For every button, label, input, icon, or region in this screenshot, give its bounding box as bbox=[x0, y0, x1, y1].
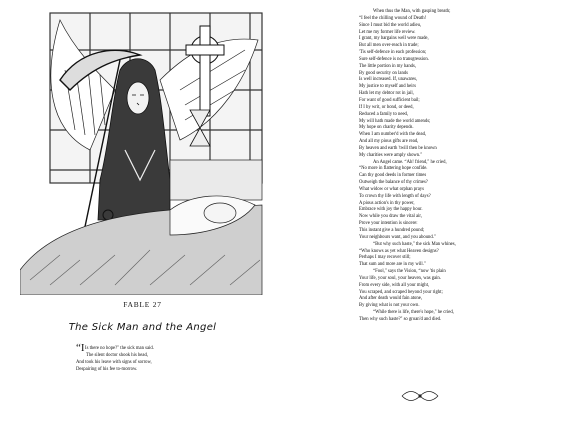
poem-line bbox=[359, 201, 559, 208]
poem-line-text: Now while you draw the vital air, bbox=[359, 214, 422, 220]
poem-line bbox=[359, 153, 559, 160]
poem-line-text: For want of good sufficient bail; bbox=[359, 97, 420, 103]
poem-line bbox=[359, 64, 559, 71]
poem-line bbox=[359, 214, 559, 221]
fable-title: The Sick Man and the Angel bbox=[68, 322, 217, 333]
poem-line-text: “Who knows as yet what Heaven designs? bbox=[359, 248, 439, 254]
poem-line-text: Embrace with joy the happy hour. bbox=[359, 207, 423, 213]
poem-line bbox=[359, 36, 559, 43]
poem-line-text: If I by writ, or bond, or deed, bbox=[359, 104, 414, 110]
poem-line bbox=[359, 30, 559, 37]
poem-line bbox=[359, 146, 559, 153]
poem-line bbox=[359, 194, 559, 201]
poem-line bbox=[359, 166, 559, 173]
poem-line-text: By giving what is not your own. bbox=[359, 303, 420, 309]
poem-line bbox=[359, 296, 559, 303]
poem-line bbox=[359, 173, 559, 180]
poem-line bbox=[359, 119, 559, 126]
poem-line-text: 'Tis self-defence in each profession; bbox=[359, 50, 427, 56]
poem-line bbox=[76, 353, 266, 360]
poem-line-text: “Fool," says the Vision, “now 'tis plain bbox=[373, 269, 446, 275]
poem-line-text: The little portion in my hands, bbox=[359, 63, 417, 69]
poem-line bbox=[359, 50, 559, 57]
poem-line bbox=[359, 125, 559, 132]
poem-line bbox=[359, 276, 559, 283]
poem-line bbox=[359, 98, 559, 105]
poem-line bbox=[359, 235, 559, 242]
poem-line-text: “No more in flattering hope confide. bbox=[359, 166, 428, 172]
poem-line-text: Is well increased. If, unawares, bbox=[359, 77, 418, 83]
poem-line bbox=[359, 23, 559, 30]
right-poem bbox=[359, 9, 559, 324]
engraving-illustration bbox=[20, 10, 265, 295]
poem-line bbox=[359, 57, 559, 64]
poem-line-text: Your neighbours want, and you abound." bbox=[359, 234, 436, 240]
poem-line-text: This instant give a hundred pound; bbox=[359, 228, 425, 233]
poem-line bbox=[359, 9, 559, 16]
poem-line bbox=[359, 290, 559, 297]
poem-line-text: My justice to myself and heirs bbox=[359, 84, 416, 90]
poem-line bbox=[359, 187, 559, 194]
poem-line-text: Despairing of his fee to-morrow. bbox=[76, 366, 138, 372]
poem-line bbox=[359, 132, 559, 139]
poem-line-text: Since I must bid the world adieu, bbox=[359, 22, 422, 28]
poem-line bbox=[359, 317, 559, 324]
poem-line-text: That sum and more are in my will." bbox=[359, 262, 426, 268]
poem-line-text: Reduced a family to need, bbox=[359, 111, 409, 117]
poem-line bbox=[359, 242, 559, 249]
poem-line-text: And after death would fain atone, bbox=[359, 296, 422, 302]
poem-line bbox=[76, 367, 266, 374]
poem-line bbox=[359, 221, 559, 228]
poem-line-text: What widow or what orphan prays bbox=[359, 186, 424, 192]
poem-line bbox=[359, 207, 559, 214]
poem-line bbox=[359, 77, 559, 84]
poem-line bbox=[359, 71, 559, 78]
poem-line-text: But all men over-reach in trade; bbox=[359, 43, 419, 49]
poem-line bbox=[359, 139, 559, 146]
poem-line-text: Is there no hope?" the sick man said. bbox=[85, 346, 154, 351]
poem-line bbox=[359, 255, 559, 262]
poem-line bbox=[359, 310, 559, 317]
poem-line-text: Sure self-defence is no transgression. bbox=[359, 56, 429, 62]
poem-line-text: To crown thy life with length of days? bbox=[359, 193, 431, 199]
poem-line-text: When I am number'd with the dead, bbox=[359, 132, 427, 138]
poem-line-text: By good security on lands bbox=[359, 70, 408, 76]
poem-line-text: You scraped, and scraped beyond your right; bbox=[359, 289, 443, 295]
poem-line bbox=[359, 228, 559, 235]
poem-line bbox=[359, 91, 559, 98]
poem-line bbox=[359, 43, 559, 50]
poem-line-text: When thus the Man, with gasping breath; bbox=[373, 9, 451, 14]
fable-number: FABLE 27 bbox=[123, 300, 162, 309]
poem-line bbox=[76, 342, 266, 354]
poem-line bbox=[76, 360, 266, 367]
poem-line-text: From every side, with all your might, bbox=[359, 282, 430, 288]
poem-line bbox=[359, 180, 559, 187]
poem-line-text: Then why such haste?" so groan'd and died. bbox=[359, 316, 442, 322]
poem-line-text: Prove your intention is sincere: bbox=[359, 221, 418, 227]
poem-line-text: “I feel the chilling wound of Death! bbox=[359, 15, 427, 21]
poem-line-text: Can thy good deeds in former times bbox=[359, 173, 427, 179]
poem-line-text: Your life, your soul, your heaven, was gain. bbox=[359, 275, 441, 281]
poem-line-text: My will hath made the world amends; bbox=[359, 118, 431, 124]
poem-line bbox=[359, 16, 559, 23]
poem-line bbox=[359, 105, 559, 112]
poem-line-text: The silent doctor shook his head, bbox=[86, 352, 148, 358]
poem-line-text: I grant, my bargains well were made, bbox=[359, 36, 429, 42]
poem-line-text: “While there is life, there's hope," he cried, bbox=[373, 310, 454, 316]
poem-line-text: A pious action's in thy power, bbox=[359, 200, 415, 206]
poem-line bbox=[359, 84, 559, 91]
poem-line-text: And all my pious gifts are read, bbox=[359, 139, 419, 145]
poem-line-text: My charities were amply shown." bbox=[359, 152, 423, 158]
poem-line-text: An Angel came. “Ah! friend," he cried, bbox=[373, 159, 447, 165]
poem-line-text: And took his leave with signs of sorrow, bbox=[76, 359, 152, 365]
poem-line bbox=[359, 249, 559, 256]
poem-line bbox=[359, 283, 559, 290]
poem-line-text: Outweigh the balance of thy crimes? bbox=[359, 180, 428, 186]
poem-line-text: By heaven and earth 'twill then be known bbox=[359, 145, 437, 151]
poem-line-text: My hope on charity depends. bbox=[359, 125, 414, 131]
poem-line-text: “But why such haste," the sick Man whines, bbox=[373, 241, 456, 247]
left-poem bbox=[76, 342, 266, 373]
poem-line-text: Let me my former life review. bbox=[359, 29, 416, 35]
poem-line-text: Perhaps I may recover still; bbox=[359, 255, 411, 261]
poem-line-text: Hath let my debtor rot in jail, bbox=[359, 91, 414, 97]
drop-quote: “I bbox=[76, 342, 85, 354]
tailpiece-ornament bbox=[400, 389, 440, 403]
poem-line bbox=[359, 112, 559, 119]
poem-line bbox=[359, 269, 559, 276]
